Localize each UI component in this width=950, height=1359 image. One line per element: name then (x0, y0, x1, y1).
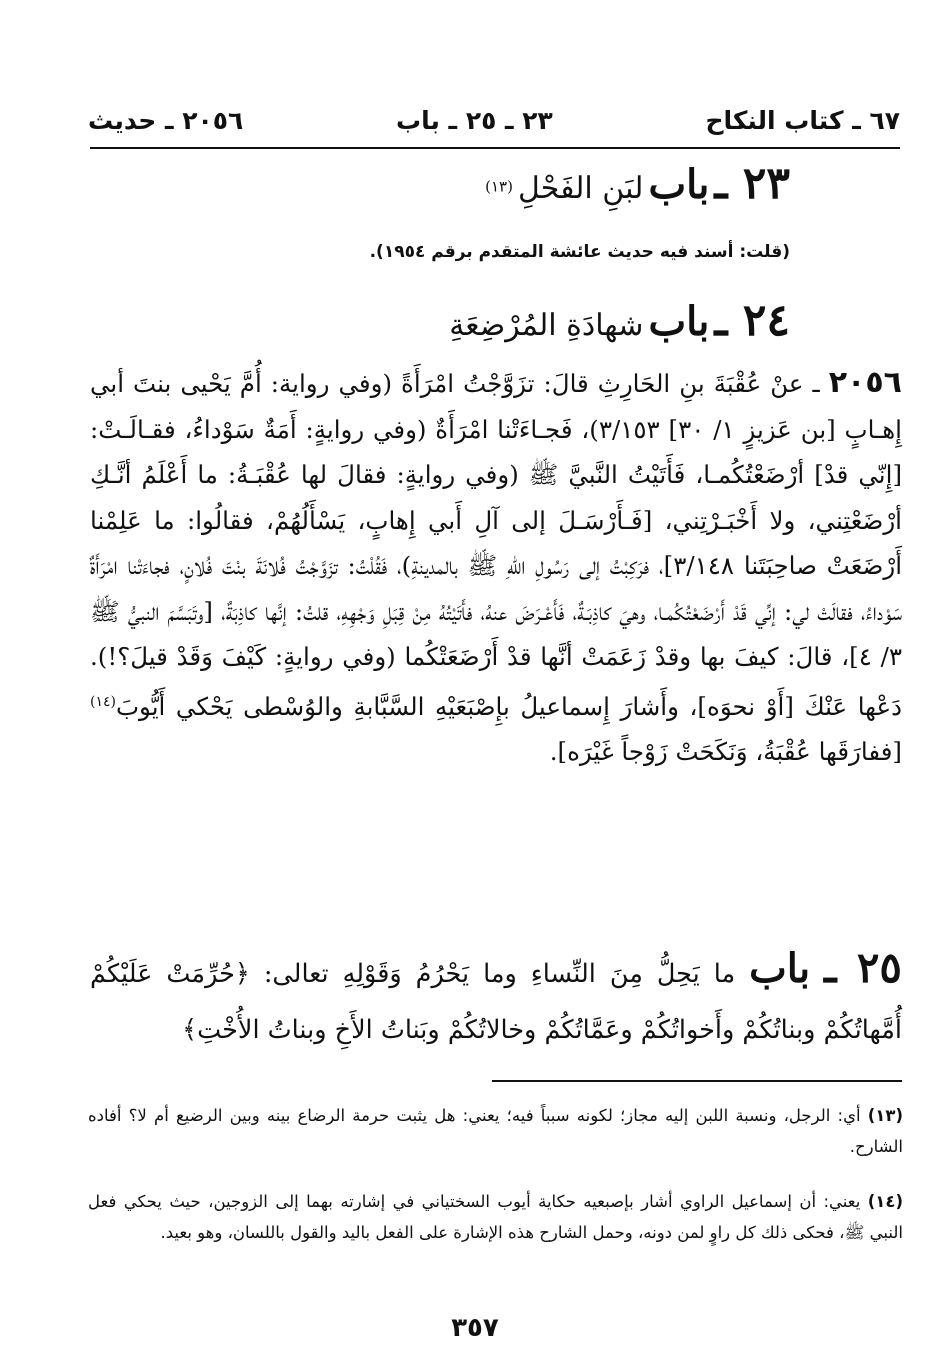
footnote-ref-14: (١٤) (90, 693, 116, 710)
hadith-number: ٢٠٥٦ (828, 365, 902, 400)
chapter-number: ٢٥ ـ (824, 943, 902, 992)
chapter-word: باب (648, 161, 710, 208)
chapter-title: ما يَحِلُّ مِنَ النِّساءِ وما يَحْرُمُ وَقَوْلِهِ تعالى: ﴿حُرِّمَتْ عَلَيْكُمْ أُمَّهاتُكُمْ وبناتُكُمْ وأَخواتُكُمْ وعَمَّاتُكُمْ وخالاتُكُمْ وبَناتُ الأَخِ وبناتُ الأُخْتِ﴾ (90, 959, 902, 1045)
footnote-text: يعني: أن إسماعيل الراوي أشار بإصبعيه حكاية أيوب السختياني في إشارته بهما إلى الزوجين، حيث يحكي فعل النبي ﷺ، فحكى ذلك كل راوٍ لمن دونه، وحمل الشارح هذه الإشارة على الفعل باليد والقول باللسان، وهو بعيد. (88, 1192, 903, 1242)
chapter-word: باب (749, 945, 811, 992)
chapter-number: ٢٤ ـ (714, 295, 790, 346)
hadith-2056-text (90, 360, 902, 775)
running-header (88, 100, 900, 140)
page-number: ٣٥٧ (451, 1313, 499, 1343)
footnote-text: أي: الرجل، ونسبة اللبن إليه مجاز؛ لكونه سبباً فيه؛ يعني: هل يثبت حرمة الرضاع بينه وبين الرضيع أم لا؟ أفاده الشارح. (88, 1106, 903, 1156)
header-book-title: ٦٧ ـ كتاب النكاح (705, 105, 900, 135)
chapter-25-heading (90, 940, 902, 1058)
hadith-ending: [ففارَقَها عُقْبَةُ، وَنَكَحَتْ زَوْجاً غَيْرَه]. (549, 737, 902, 767)
chapter-23-heading (485, 158, 790, 209)
chapter-title: شهادَةِ المُرْضِعَةِ (449, 308, 644, 343)
header-rule (90, 147, 900, 149)
footnote-separator (492, 1080, 902, 1082)
footnote-number: (١٤) (867, 1192, 903, 1211)
hadith-body: ـ عنْ عُقْبَةَ بنِ الحَارِثِ قالَ: تزَوَّجْتُ امْرَأَةً (وفي رواية: أُمَّ يَحْيى بنتَ أبي إِهـابٍ [بن عَزيزٍ ١/ ٣٠] ٣/١٥٣)، فَجـاءَتْنا امْرَأَةٌ (وفي روايةٍ: أَمَةٌ سَوْداءُ، فقـالَـتْ: [إِنّي قدْ] أرْضَعْتُكُمـا، فَأَتَيْتُ النَّبيَّ ﷺ (وفي روايةٍ: فقالَ لها عُقْبَـةُ: ما أَعْلَمُ أنَّـكِ أرْضَعْتِني، ولا أَخْبَـرْتِني، [فَـأَرْسَـلَ إلى آلِ أَبي إِهابٍ، يَسْأَلُهُمْ، فقالُوا: ما عَلِمْنا أَرْضَعَتْ صاحِبَتَنا ٣/١٤٨]، فرَكِبْتُ إلى رَسُولِ اللهِ ﷺ بالمدينةِ)، فَقُلْتُ: تزَوَّجْتُ فُلانَةَ بنْتَ فُلانٍ، فجاءَتْنا امْرَأَةٌ سَوْداءُ، فقالَتْ لي: إنِّي قَدْ أَرْضَعْتُكُمـا، وهيَ كاذِبَـةٌ، فَأَعْـرَضَ عنهُ، فأَتَيْتُهُ مِنْ قِبَلِ وَجْهِهِ، قلتُ: إنَّها كاذِبَةٌ، [وتَبَسَّمَ النبيُّ ﷺ ٣/ ٤]، قالَ: كيفَ بها وقدْ زَعَمَتْ أنَّها قدْ أَرْضَعَتْكُما (وفي روايةٍ: كَيْفَ وَقَدْ قيلَ؟!). دَعْها عَنْكَ [أَوْ نحوَه]، وأَشارَ إِسماعيلُ بإِصْبَعَيْهِ السَّبَّابةِ والوُسْطى يَحْكي أَيُّوبَ (90, 369, 903, 721)
footnote-14 (88, 1186, 903, 1248)
header-chapter-range: ٢٣ ـ ٢٥ ـ باب (395, 105, 553, 135)
chapter-word: باب (648, 298, 710, 345)
chapter-24-heading (449, 295, 790, 346)
footnote-ref-13: (١٣) (485, 177, 513, 196)
editor-note: (قلت: أسند فيه حديث عائشة المتقدم برقم ١٩٥٤). (369, 242, 790, 262)
chapter-number: ٢٣ ـ (714, 158, 790, 209)
footnote-13 (88, 1100, 903, 1162)
chapter-title: لبَنِ الفَحْلِ (518, 171, 644, 206)
header-hadith-number: ٢٠٥٦ ـ حديث (88, 105, 244, 135)
footnote-number: (١٣) (867, 1106, 903, 1125)
